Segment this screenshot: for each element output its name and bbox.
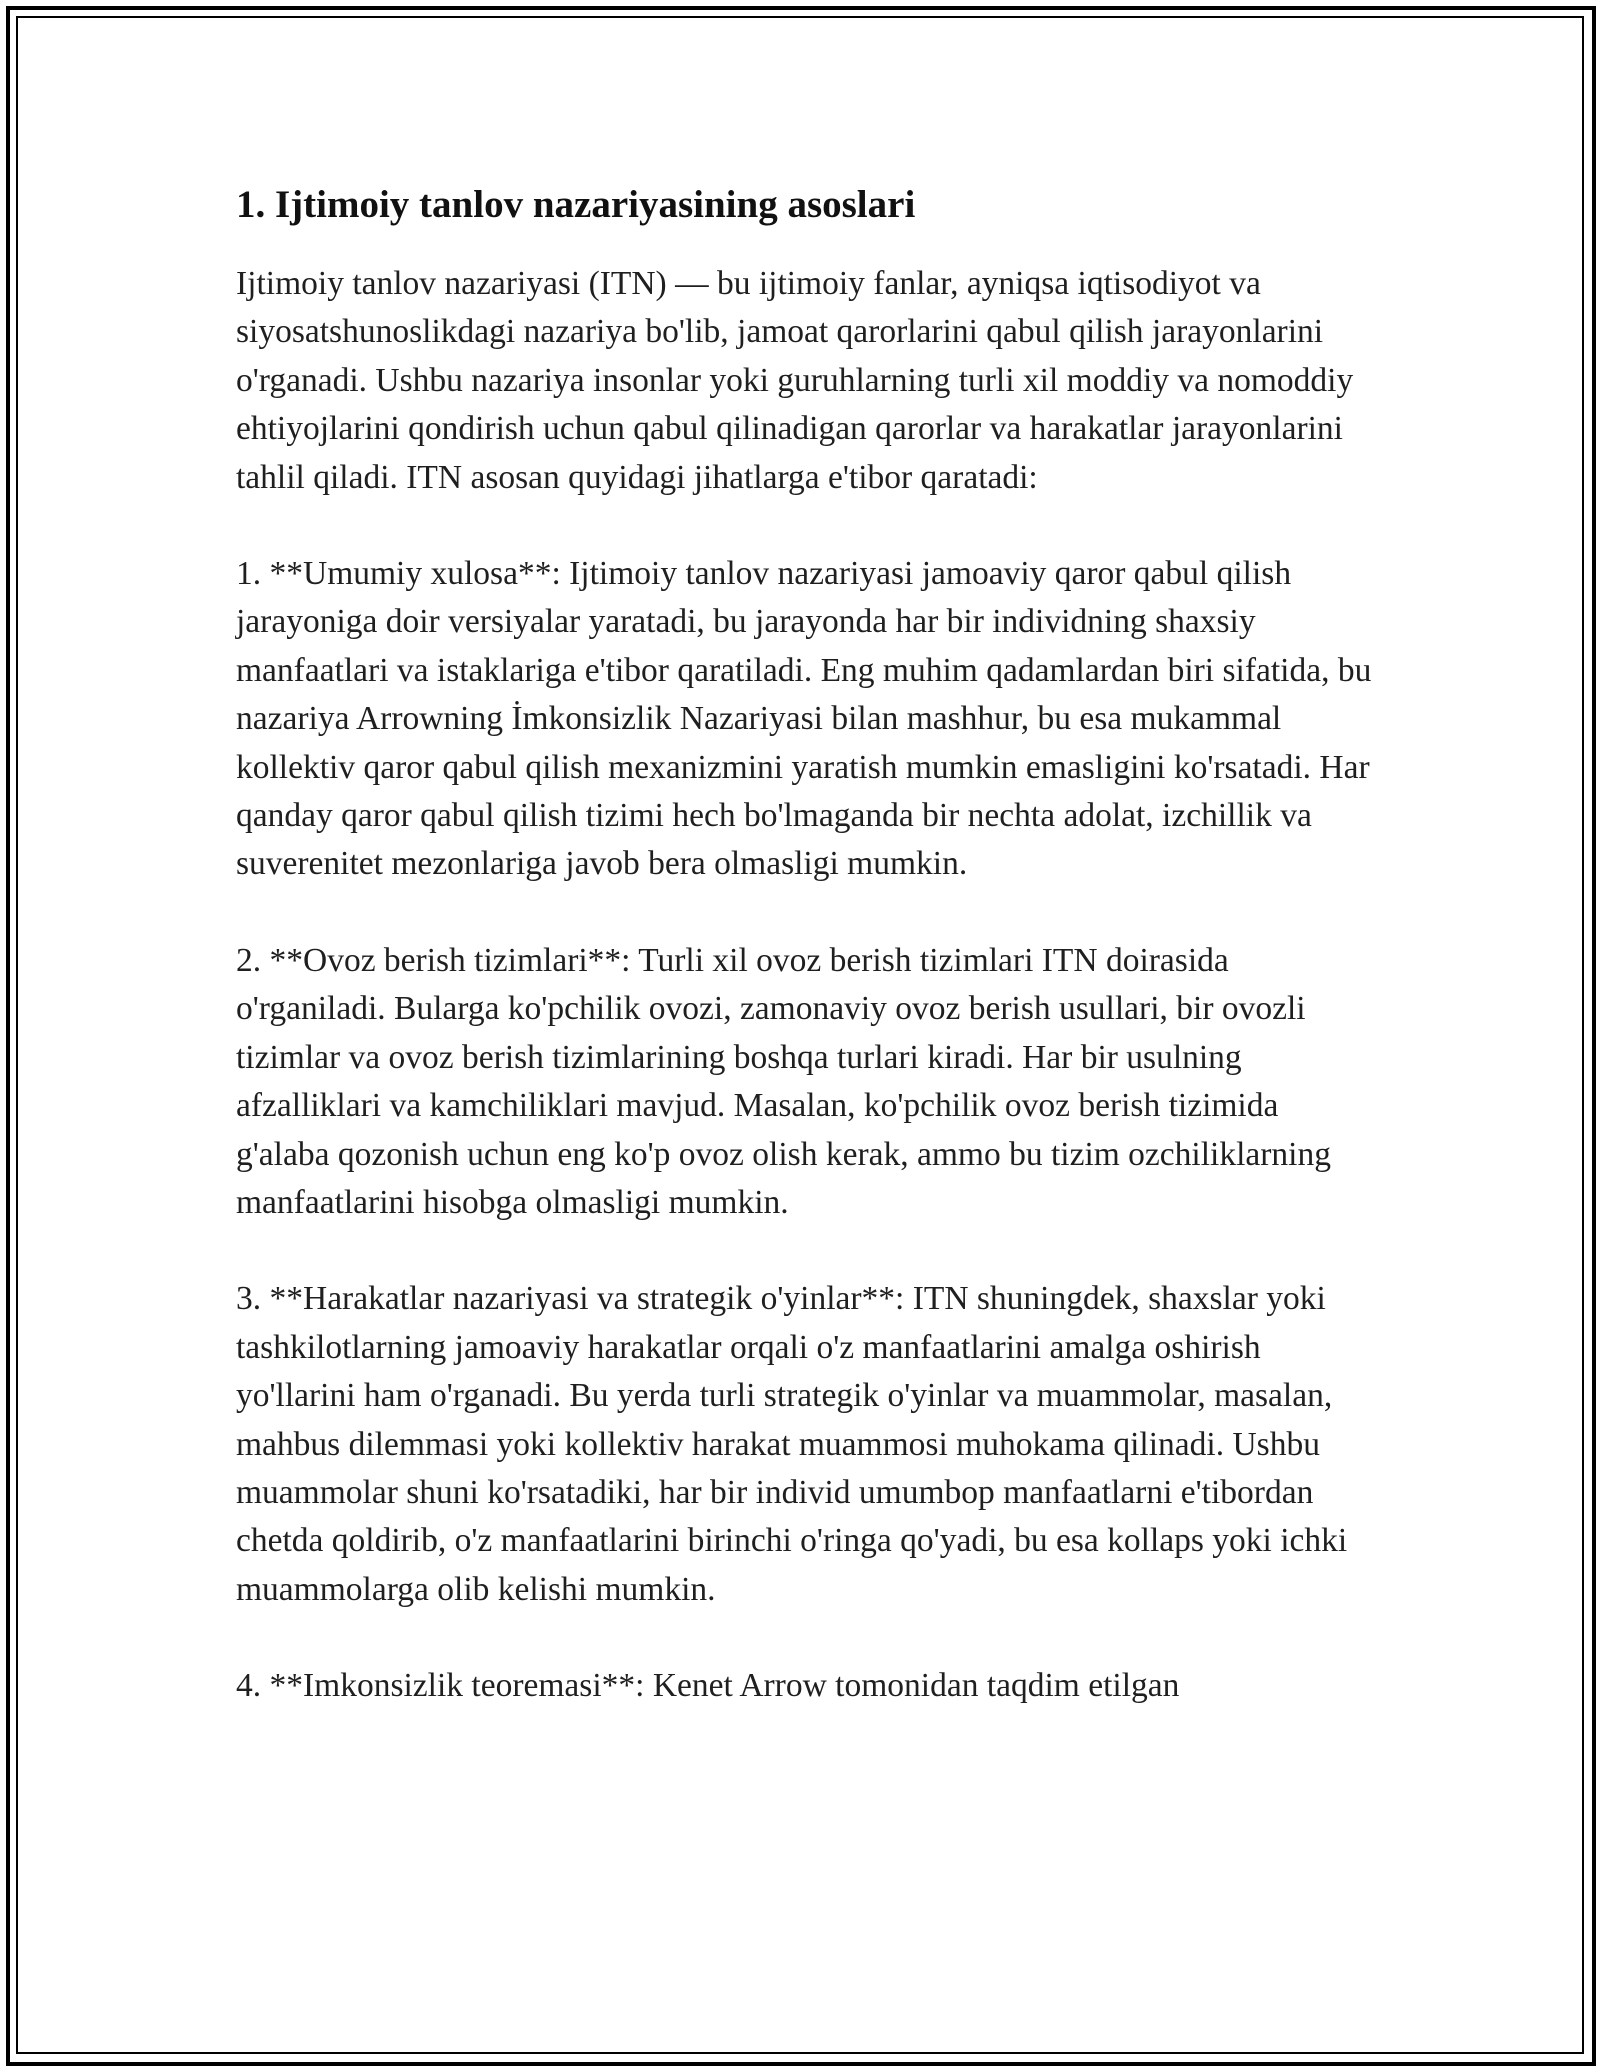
document-body: [236, 178, 1376, 1759]
list-item-harakatlar-nazariyasi: 3. **Harakatlar nazariyasi va strategik o'yinlar**: ITN shuningdek, shaxslar yoki tashkilotlarning jamoaviy harakatlar orqali o'z manfaatlarini amalga oshirish yo'llarini ham o'rganadi. Bu yerda turli strategik o'yinlar va muammolar, masalan, mahbus dilemmasi yoki kollektiv harakat muammosi muhokama qilinadi. Ushbu muammolar shuni ko'rsatadiki, har bir individ umumbop manfaatlarni e'tibordan chetda qoldirib, o'z manfaatlarini birinchi o'ringa qo'yadi, bu esa kollaps yoki ichki muammolarga olib kelishi mumkin.: [236, 1280, 1348, 1608]
section-heading: 1. Ijtimoiy tanlov nazariyasining asoslari: [236, 183, 916, 226]
list-item-umumiy-xulosa: 1. **Umumiy xulosa**: Ijtimoiy tanlov nazariyasi jamoaviy qaror qabul qilish jarayoniga doir versiyalar yaratadi, bu jarayonda har bir individning shaxsiy manfaatlari va istaklariga e'tibor qaratiladi. Eng muhim qadamlardan biri sifatida, bu nazariya Arrowning İmkonsizlik Nazariyasi bilan mashhur, bu esa mukammal kollektiv qaror qabul qilish mexanizmini yaratish mumkin emasligini ko'rsatadi. Har qanday qaror qabul qilish tizimi hech bo'lmaganda bir nechta adolat, izchillik va suverenitet mezonlariga javob bera olmasligi mumkin.: [236, 555, 1372, 883]
list-item-ovoz-berish-tizimlari: 2. **Ovoz berish tizimlari**: Turli xil ovoz berish tizimlari ITN doirasida o'rganiladi. Bularga ko'pchilik ovozi, zamonaviy ovoz berish usullari, bir ovozli tizimlar va ovoz berish tizimlarining boshqa turlari kiradi. Har bir usulning afzalliklari va kamchiliklari mavjud. Masalan, ko'pchilik ovoz berish tizimida g'alaba qozonish uchun eng ko'p ovoz olish kerak, ammo bu tizim ozchiliklarning manfaatlarini hisobga olmasligi mumkin.: [236, 941, 1331, 1221]
intro-paragraph: Ijtimoiy tanlov nazariyasi (ITN) — bu ijtimoiy fanlar, ayniqsa iqtisodiyot va siyosatshunoslikdagi nazariya bo'lib, jamoat qarorlarini qabul qilish jarayonlarini o'rganadi. Ushbu nazariya insonlar yoki guruhlarning turli xil moddiy va nomoddiy ehtiyojlarini qondirish uchun qabul qilinadigan qarorlar va harakatlar jarayonlarini tahlil qiladi. ITN asosan quyidagi jihatlarga e'tibor qaratadi:: [236, 265, 1354, 496]
list-item-imkonsizlik-teoremasi: 4. **Imkonsizlik teoremasi**: Kenet Arrow tomonidan taqdim etilgan: [236, 1667, 1180, 1705]
